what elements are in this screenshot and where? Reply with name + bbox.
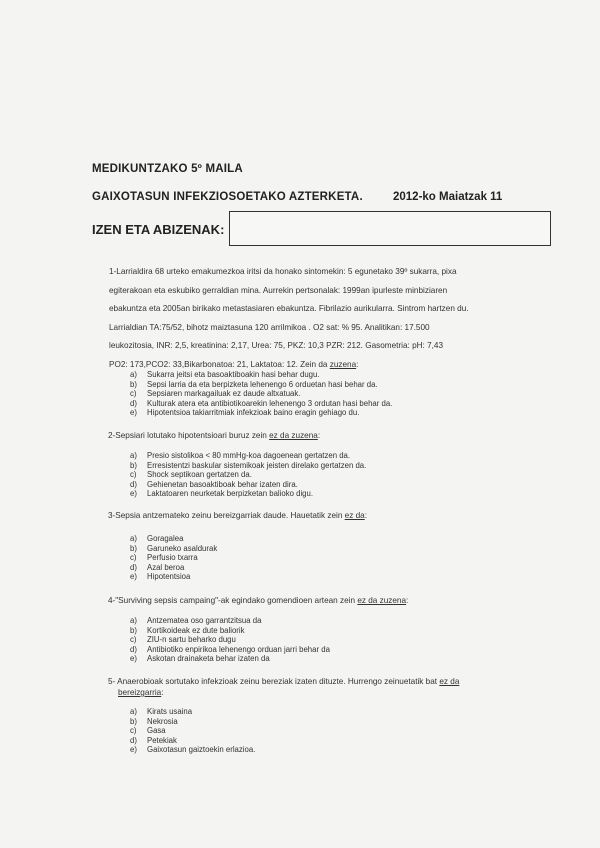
option-text: Antzematea oso garrantzitsua da [147, 616, 262, 625]
question-1-line: egiterakoan eta eskubiko gerraldian mina. Aurrekin pertsonalak: 1999an ipurleste minbiziaren [109, 285, 448, 295]
question-1-last: PO2: 173,PCO2: 33,Bikarbonatoa: 21, Laktatoa: 12. Zein da [109, 359, 330, 369]
option-text: Antibiotiko enpirikoa lehenengo orduan jarri behar da [147, 644, 330, 654]
option-letter: c) [130, 726, 137, 736]
option[interactable] [130, 461, 366, 471]
option-letter: b) [130, 716, 137, 726]
question-3-stem: 3-Sepsia antzemateko zeinu bereizgarriak daude. Hauetatik zein [108, 511, 345, 520]
question-1-line: Larrialdian TA:75/52, bihotz maiztasuna 120 arrilmikoa . O2 sat: % 95. Analitikan: 17.500 [109, 322, 430, 332]
option[interactable] [130, 451, 366, 461]
option-text: Nekrosia [147, 716, 178, 726]
option-text: Perfusio txarra [147, 553, 198, 563]
question-5-emphasis-2: bereizgarria [118, 688, 162, 697]
question-3-colon: : [364, 511, 367, 520]
option[interactable] [130, 726, 255, 736]
question-1-options [130, 370, 392, 418]
option[interactable] [130, 553, 217, 563]
option[interactable] [130, 572, 217, 582]
option-text: ZIU-n sartu beharko dugu [147, 635, 236, 645]
option-text: Erresistentzi baskular sistemikoak jeisten direlako gertatzen da. [147, 460, 367, 470]
option-letter: c) [130, 470, 137, 480]
question-5-emphasis: ez da [439, 677, 460, 686]
option[interactable] [130, 389, 392, 399]
option-letter: a) [130, 370, 137, 379]
option[interactable] [130, 480, 366, 490]
option-text: Sepsiaren markagailuak ez daude altxatuak. [147, 389, 301, 399]
exam-date: 2012-ko Maiatzak 11 [393, 191, 503, 203]
option[interactable] [130, 470, 366, 480]
option-text: Hipotentsioa takiarritmiak infekzioak baino eragin gehiago du. [147, 408, 360, 418]
name-label: IZEN ETA ABIZENAK: [92, 222, 225, 237]
question-1-line: leukozitosia, INR: 2,5, kreatinina: 2,17, Urea: 75, PKZ: 10,3 PZR: 212. Gasometria: pH: 7,43 [109, 341, 444, 350]
question-5-stem: 5- Anaerobioak sortutako infekzioak zeinu bereziak izaten dituzte. Hurrengo zeinuetatik bat [108, 677, 440, 686]
option-text: Petekiak [147, 735, 177, 745]
option[interactable] [130, 563, 217, 573]
question-2-colon: : [317, 431, 321, 440]
option-text: Shock septikoan gertatzen da. [147, 470, 252, 480]
option-letter: e) [130, 489, 137, 499]
option-text: Sepsi larria da eta berpizketa lehenengo 6 orduetan hasi behar da. [147, 379, 378, 389]
question-4-emphasis: ez da zuzena [357, 596, 407, 605]
question-1-colon: : [356, 359, 359, 369]
question-2 [108, 431, 320, 440]
question-3 [108, 511, 367, 520]
option-letter: d) [130, 644, 137, 654]
option[interactable] [130, 707, 255, 717]
question-1-emphasis: zuzena [329, 359, 357, 369]
question-1 [109, 263, 509, 374]
question-5-colon: : [161, 688, 164, 697]
question-2-options [130, 451, 366, 499]
option[interactable] [130, 626, 330, 636]
option-letter: a) [130, 707, 137, 716]
option-letter: d) [130, 479, 137, 489]
question-1-line: 1-Larrialdira 68 urteko emakumezkoa iritsi da honako sintomekin: 5 egunetako 39º sukarra, pixa [109, 267, 457, 276]
option[interactable] [130, 654, 330, 664]
option[interactable] [130, 635, 330, 645]
option[interactable] [130, 616, 330, 626]
question-4-stem: 4-"Surviving sepsis campaing"-ak egindako gomendioen artean zein [108, 596, 358, 605]
option-text: Garuneko asaldurak [147, 543, 218, 553]
question-2-stem: 2-Sepsiari lotutako hipotentsioari buruz zein [108, 431, 270, 440]
question-5-options [130, 707, 255, 755]
option-letter: b) [130, 543, 137, 553]
option[interactable] [130, 489, 366, 499]
option[interactable] [130, 736, 255, 746]
option-text: Askotan drainaketa behar izaten da [147, 654, 270, 664]
name-field[interactable] [229, 211, 551, 246]
option-text: Kulturak atera eta antibiotikoarekin lehenengo 3 ordutan hasi behar da. [147, 398, 393, 408]
question-3-emphasis: ez da [344, 511, 365, 520]
option[interactable] [130, 645, 330, 655]
option-text: Laktatoaren neurketak berpizketan balioko digu. [147, 489, 314, 499]
option-letter: d) [130, 562, 137, 572]
option-letter: c) [130, 635, 137, 645]
question-4-options [130, 616, 330, 664]
question-2-emphasis: ez da zuzena [269, 431, 318, 440]
option[interactable] [130, 745, 255, 755]
option-letter: e) [130, 654, 137, 664]
option-letter: a) [130, 451, 137, 460]
option[interactable] [130, 717, 255, 727]
option[interactable] [130, 544, 217, 554]
option[interactable] [130, 370, 392, 380]
option-letter: e) [130, 745, 137, 755]
option-text: Gehienetan basoaktiboak behar izaten dira. [147, 479, 298, 489]
question-4 [108, 596, 408, 605]
option-letter: e) [130, 572, 137, 582]
option-letter: b) [130, 379, 137, 389]
option-text: Kirats usaina [147, 707, 193, 716]
question-4-colon: : [406, 596, 409, 605]
option-text: Gaixotasun gaiztoekin erlazioa. [147, 745, 256, 755]
option-text: Kortikoideak ez dute baliorik [147, 625, 245, 635]
option[interactable] [130, 408, 392, 418]
option-text: Presio sistolikoa < 80 mmHg-koa dagoenean gertatzen da. [147, 451, 351, 460]
option-letter: b) [130, 625, 137, 635]
exam-title: GAIXOTASUN INFEKZIOSOETAKO AZTERKETA. [92, 191, 363, 203]
option-letter: a) [130, 616, 137, 625]
option-text: Hipotentsioa [147, 572, 191, 582]
option[interactable] [130, 380, 392, 390]
option-letter: a) [130, 534, 137, 543]
option-letter: c) [130, 553, 137, 563]
option[interactable] [130, 534, 217, 544]
option-letter: b) [130, 460, 137, 470]
option-letter: d) [130, 735, 137, 745]
option-text: Goragalea [147, 534, 184, 543]
question-5 [108, 676, 508, 698]
course-heading: MEDIKUNTZAKO 5º MAILA [92, 163, 243, 175]
question-1-line: ebakuntza eta 2005an birikako metastasiaren ebakuntza. Fibrilazio aurikularra. Sintrom hartzen du. [109, 304, 469, 313]
option-text: Sukarra jeitsi eta basoaktiboakin hasi behar dugu. [147, 370, 320, 379]
question-3-options [130, 534, 217, 582]
option-letter: c) [130, 389, 137, 399]
option-letter: d) [130, 398, 137, 408]
option-text: Gasa [147, 726, 166, 736]
option[interactable] [130, 399, 392, 409]
option-letter: e) [130, 408, 137, 418]
option-text: Azal beroa [147, 562, 185, 572]
